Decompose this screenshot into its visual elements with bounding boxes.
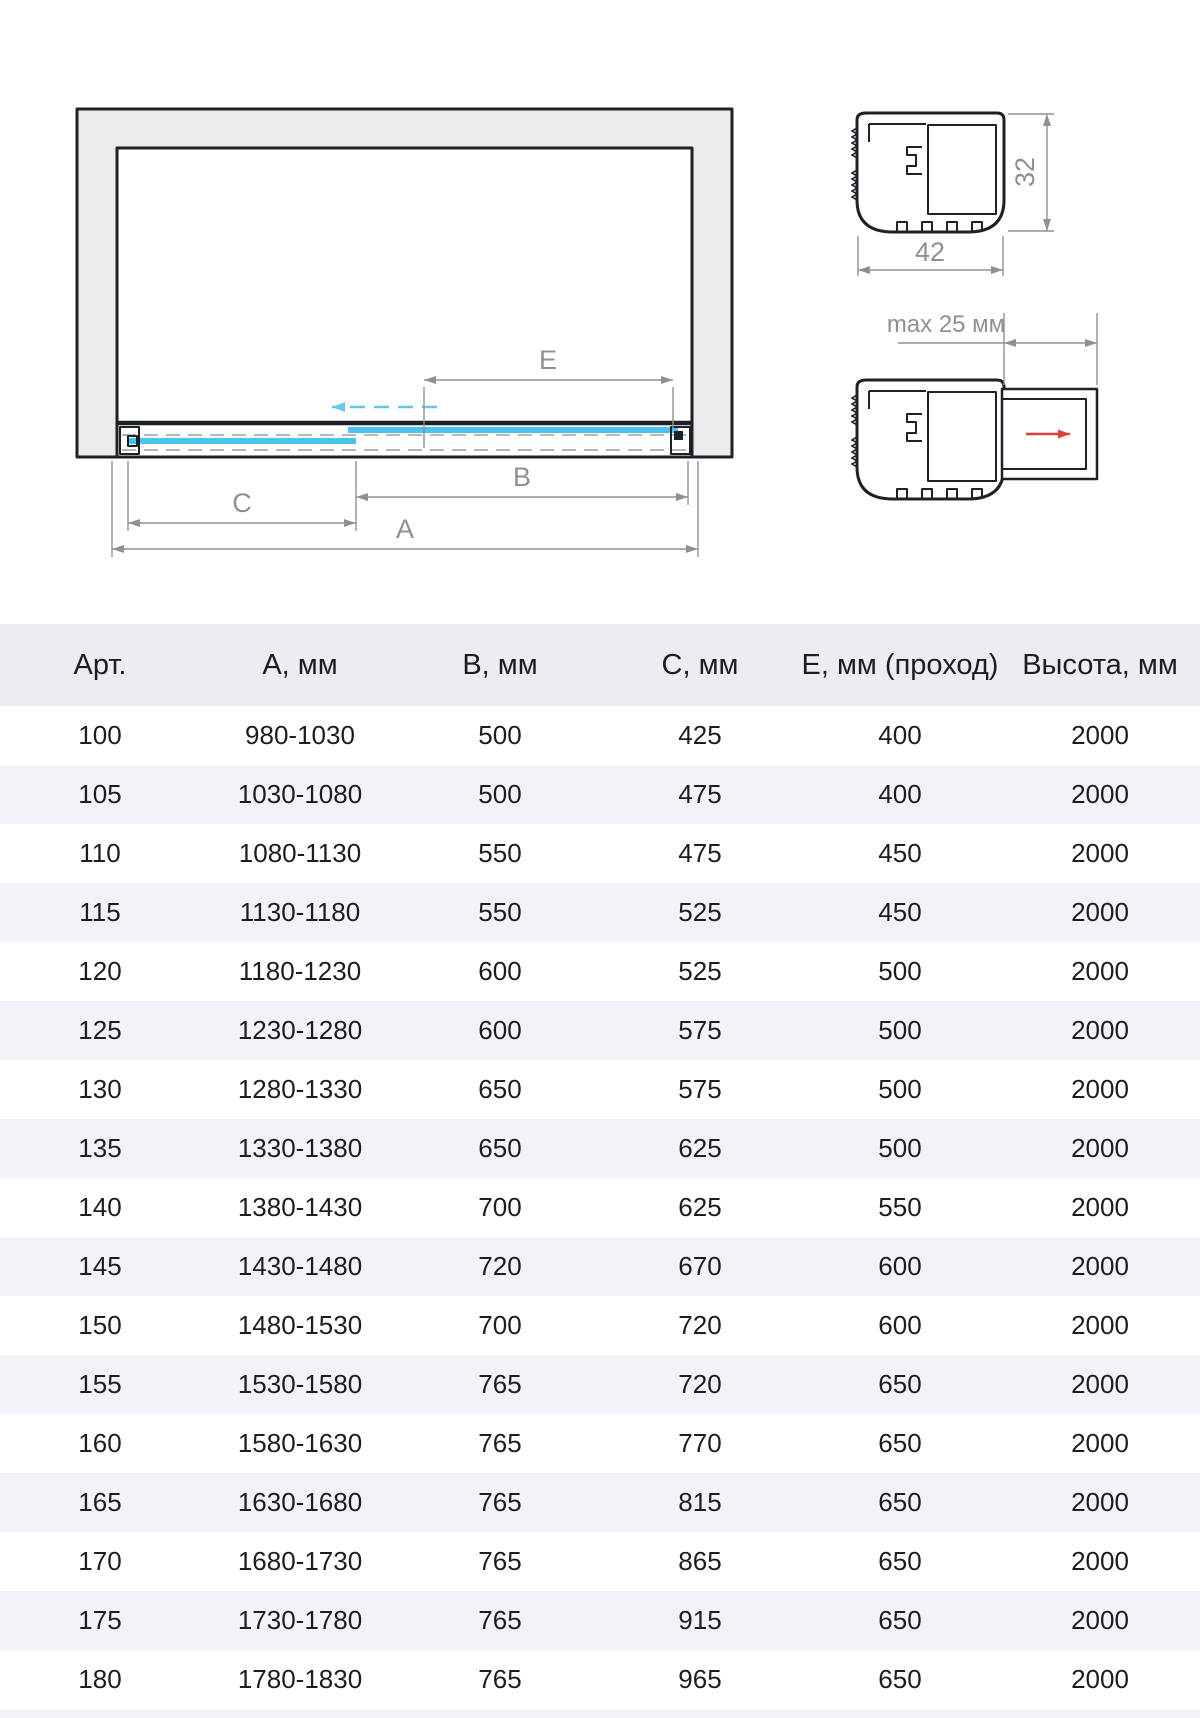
table-cell: 1430-1480 bbox=[200, 1237, 400, 1296]
table-cell: 765 bbox=[400, 1532, 600, 1591]
table-row bbox=[0, 1473, 1200, 1532]
table-cell: 600 bbox=[800, 1237, 1000, 1296]
table-cell: 965 bbox=[600, 1650, 800, 1709]
table-cell: 815 bbox=[600, 1473, 800, 1532]
table-cell: 720 bbox=[400, 1237, 600, 1296]
table-cell: 125 bbox=[0, 1001, 200, 1060]
table-cell: 765 bbox=[400, 1414, 600, 1473]
table-cell: 765 bbox=[400, 1355, 600, 1414]
table-cell: 2000 bbox=[1000, 1178, 1200, 1237]
table-cell: 500 bbox=[400, 765, 600, 824]
table-cell: 650 bbox=[800, 1591, 1000, 1650]
shower-opening bbox=[117, 148, 692, 457]
size-table-header-row bbox=[0, 624, 1200, 706]
glass-panel-sliding bbox=[128, 438, 356, 444]
table-cell: 2000 bbox=[1000, 1237, 1200, 1296]
table-cell: 1080-1130 bbox=[200, 824, 400, 883]
table-cell: 1030-1080 bbox=[200, 765, 400, 824]
table-row bbox=[0, 1296, 1200, 1355]
table-cell: 2000 bbox=[1000, 1119, 1200, 1178]
dimension-c bbox=[128, 461, 356, 531]
table-cell: 865 bbox=[600, 1532, 800, 1591]
table-cell: 2000 bbox=[1000, 942, 1200, 1001]
size-table-header bbox=[0, 624, 1200, 706]
table-row bbox=[0, 1414, 1200, 1473]
table-cell: 2000 bbox=[1000, 1296, 1200, 1355]
table-row bbox=[0, 883, 1200, 942]
table-row bbox=[0, 1001, 1200, 1060]
table-cell: 425 bbox=[600, 706, 800, 765]
table-cell: 1180-1230 bbox=[200, 942, 400, 1001]
profile-dimension-42 bbox=[858, 236, 1003, 276]
table-cell: 170 bbox=[0, 1532, 200, 1591]
profile-section-body bbox=[852, 113, 1004, 232]
column-header: С, мм bbox=[600, 624, 800, 706]
table-cell: 650 bbox=[800, 1414, 1000, 1473]
table-cell: 2000 bbox=[1000, 1591, 1200, 1650]
dim-label-b: B bbox=[512, 462, 532, 492]
table-row bbox=[0, 1178, 1200, 1237]
profile-section-2-body bbox=[852, 380, 1004, 499]
table-row bbox=[0, 824, 1200, 883]
table-cell: 625 bbox=[600, 1178, 800, 1237]
table-cell: 2000 bbox=[1000, 824, 1200, 883]
table-cell: 1330-1380 bbox=[200, 1119, 400, 1178]
table-cell: 155 bbox=[0, 1355, 200, 1414]
table-cell: 980-1030 bbox=[200, 706, 400, 765]
table-cell: 450 bbox=[800, 824, 1000, 883]
table-cell: 550 bbox=[400, 824, 600, 883]
table-cell: 130 bbox=[0, 1060, 200, 1119]
column-header: Арт. bbox=[0, 624, 200, 706]
table-cell: 720 bbox=[600, 1355, 800, 1414]
table-cell: 1380-1430 bbox=[200, 1178, 400, 1237]
table-cell: 2000 bbox=[1000, 1414, 1200, 1473]
table-cell: 500 bbox=[800, 1001, 1000, 1060]
table-cell: 670 bbox=[600, 1237, 800, 1296]
table-cell: 525 bbox=[600, 942, 800, 1001]
table-cell: 2000 bbox=[1000, 1650, 1200, 1709]
table-cell: 1230-1280 bbox=[200, 1001, 400, 1060]
table-cell: 1780-1830 bbox=[200, 1650, 400, 1709]
table-cell: 765 bbox=[400, 1473, 600, 1532]
table-cell: 625 bbox=[600, 1119, 800, 1178]
table-row bbox=[0, 706, 1200, 765]
table-cell: 400 bbox=[800, 765, 1000, 824]
table-cell: 475 bbox=[600, 824, 800, 883]
technical-drawings bbox=[0, 0, 1200, 570]
table-cell: 550 bbox=[400, 883, 600, 942]
table-cell: 1130-1180 bbox=[200, 883, 400, 942]
table-cell: 105 bbox=[0, 765, 200, 824]
table-cell: 700 bbox=[400, 1296, 600, 1355]
table-cell: 650 bbox=[800, 1650, 1000, 1709]
column-header: Высота, мм bbox=[1000, 624, 1200, 706]
glass-panel-fixed bbox=[348, 427, 678, 433]
size-table-body bbox=[0, 706, 1200, 1709]
table-cell: 915 bbox=[600, 1591, 800, 1650]
table-cell: 500 bbox=[800, 1060, 1000, 1119]
table-cell: 650 bbox=[800, 1532, 1000, 1591]
table-cell: 110 bbox=[0, 824, 200, 883]
table-cell: 525 bbox=[600, 883, 800, 942]
next-row-stripe bbox=[0, 1709, 1200, 1718]
table-cell: 115 bbox=[0, 883, 200, 942]
table-row bbox=[0, 1532, 1200, 1591]
table-cell: 500 bbox=[800, 1119, 1000, 1178]
table-cell: 2000 bbox=[1000, 1355, 1200, 1414]
table-cell: 475 bbox=[600, 765, 800, 824]
size-table bbox=[0, 624, 1200, 1709]
profile-extension bbox=[1002, 389, 1097, 479]
table-cell: 400 bbox=[800, 706, 1000, 765]
table-cell: 575 bbox=[600, 1001, 800, 1060]
table-row bbox=[0, 1119, 1200, 1178]
table-cell: 2000 bbox=[1000, 883, 1200, 942]
table-cell: 500 bbox=[800, 942, 1000, 1001]
table-cell: 450 bbox=[800, 883, 1000, 942]
dim-label-42: 42 bbox=[914, 237, 946, 267]
dimension-max-25 bbox=[887, 311, 1097, 385]
dimension-b bbox=[356, 461, 688, 505]
table-cell: 2000 bbox=[1000, 765, 1200, 824]
table-cell: 1630-1680 bbox=[200, 1473, 400, 1532]
table-cell: 765 bbox=[400, 1591, 600, 1650]
table-cell: 550 bbox=[800, 1178, 1000, 1237]
column-header: А, мм bbox=[200, 624, 400, 706]
table-cell: 1730-1780 bbox=[200, 1591, 400, 1650]
table-cell: 575 bbox=[600, 1060, 800, 1119]
table-cell: 720 bbox=[600, 1296, 800, 1355]
table-cell: 180 bbox=[0, 1650, 200, 1709]
table-cell: 120 bbox=[0, 942, 200, 1001]
table-cell: 600 bbox=[400, 942, 600, 1001]
table-cell: 160 bbox=[0, 1414, 200, 1473]
table-cell: 140 bbox=[0, 1178, 200, 1237]
table-row bbox=[0, 1060, 1200, 1119]
column-header: Е, мм (проход) bbox=[800, 624, 1000, 706]
table-cell: 100 bbox=[0, 706, 200, 765]
table-cell: 765 bbox=[400, 1650, 600, 1709]
table-row bbox=[0, 1355, 1200, 1414]
table-cell: 2000 bbox=[1000, 1001, 1200, 1060]
plan-view-drawing bbox=[77, 109, 732, 557]
dim-label-max-25: max 25 мм bbox=[886, 311, 1006, 338]
dimension-a bbox=[112, 461, 698, 557]
dim-label-a: A bbox=[395, 514, 415, 544]
table-cell: 650 bbox=[800, 1355, 1000, 1414]
table-cell: 650 bbox=[400, 1119, 600, 1178]
table-cell: 165 bbox=[0, 1473, 200, 1532]
table-cell: 650 bbox=[800, 1473, 1000, 1532]
table-cell: 2000 bbox=[1000, 706, 1200, 765]
table-row bbox=[0, 1237, 1200, 1296]
table-cell: 2000 bbox=[1000, 1060, 1200, 1119]
table-cell: 600 bbox=[800, 1296, 1000, 1355]
table-cell: 500 bbox=[400, 706, 600, 765]
table-row bbox=[0, 765, 1200, 824]
table-cell: 1480-1530 bbox=[200, 1296, 400, 1355]
table-cell: 135 bbox=[0, 1119, 200, 1178]
table-cell: 1680-1730 bbox=[200, 1532, 400, 1591]
profile-dimension-32 bbox=[1008, 114, 1054, 231]
table-cell: 770 bbox=[600, 1414, 800, 1473]
table-cell: 145 bbox=[0, 1237, 200, 1296]
table-cell: 2000 bbox=[1000, 1473, 1200, 1532]
table-cell: 650 bbox=[400, 1060, 600, 1119]
table-cell: 1280-1330 bbox=[200, 1060, 400, 1119]
column-header: В, мм bbox=[400, 624, 600, 706]
table-row bbox=[0, 942, 1200, 1001]
table-cell: 1580-1630 bbox=[200, 1414, 400, 1473]
table-cell: 175 bbox=[0, 1591, 200, 1650]
table-cell: 600 bbox=[400, 1001, 600, 1060]
dim-label-c: C bbox=[232, 488, 252, 518]
table-row bbox=[0, 1650, 1200, 1709]
table-row bbox=[0, 1591, 1200, 1650]
table-cell: 1530-1580 bbox=[200, 1355, 400, 1414]
table-cell: 150 bbox=[0, 1296, 200, 1355]
dim-label-32: 32 bbox=[1010, 156, 1040, 188]
table-cell: 2000 bbox=[1000, 1532, 1200, 1591]
table-cell: 700 bbox=[400, 1178, 600, 1237]
dim-label-e: E bbox=[538, 345, 558, 375]
